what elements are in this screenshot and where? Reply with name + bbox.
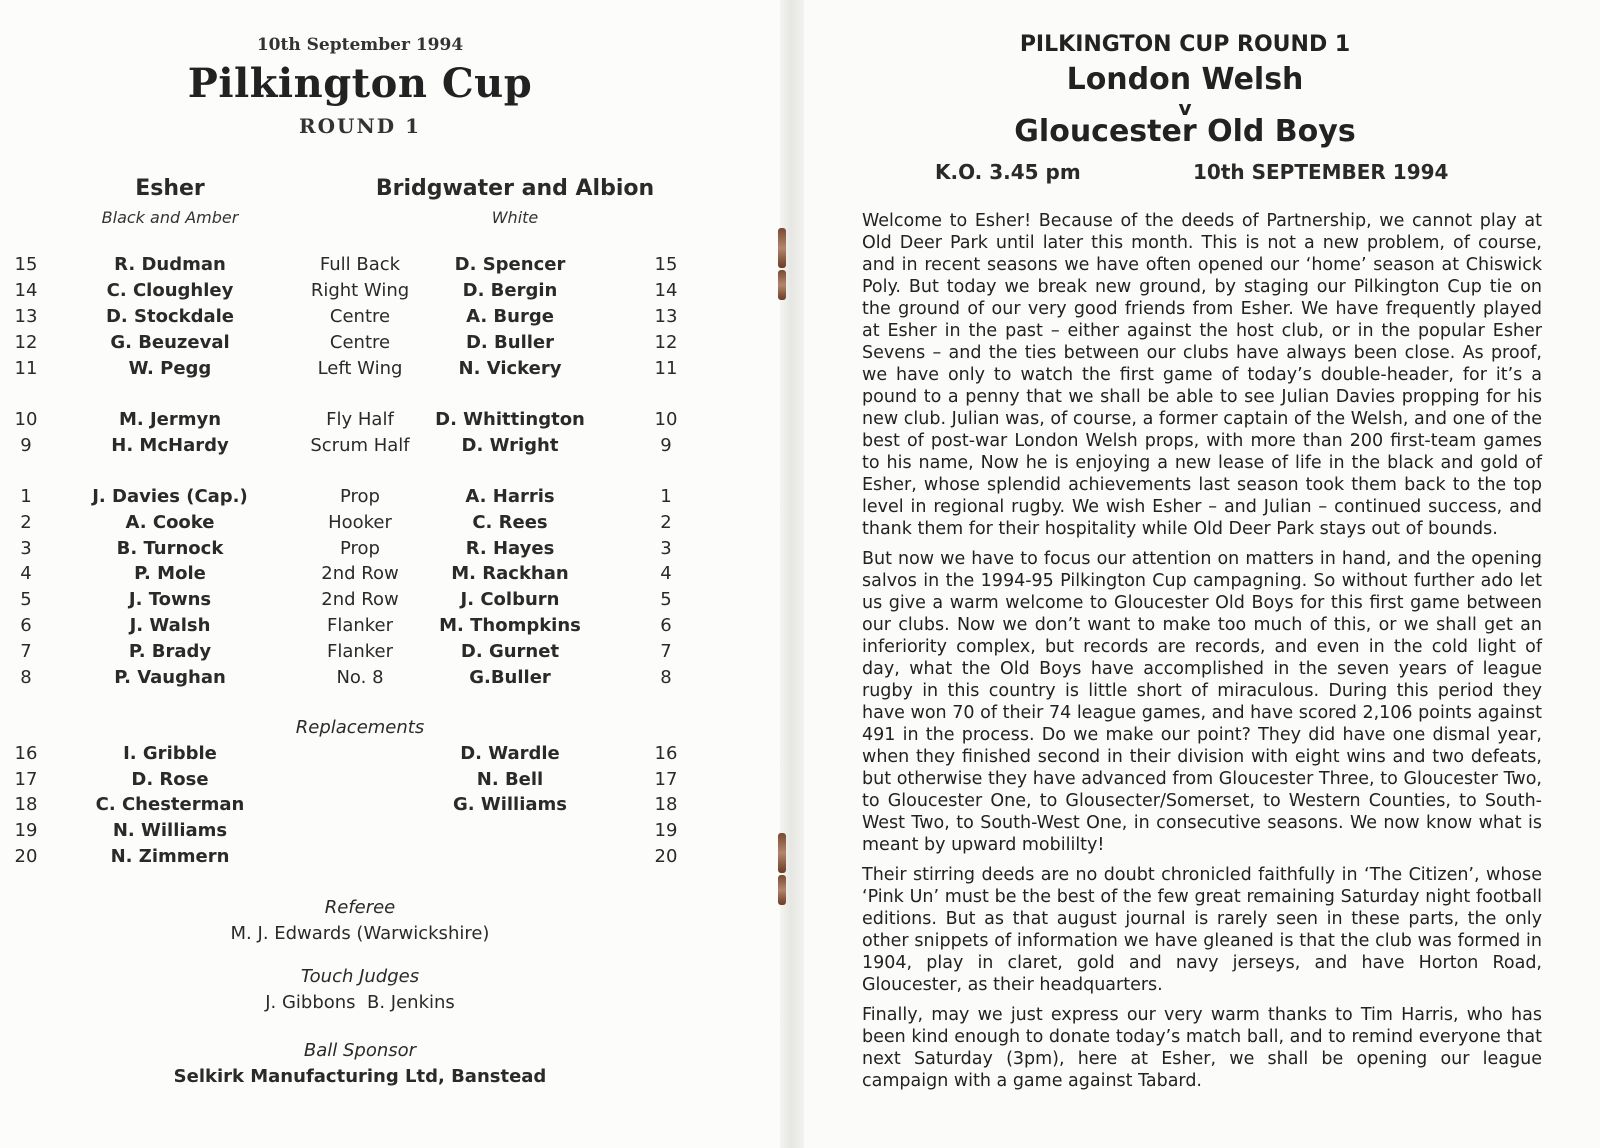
home-player-name: H. McHardy <box>111 435 229 456</box>
away-shirt-number: 3 <box>660 538 672 559</box>
position-label: Hooker <box>328 512 392 533</box>
away-shirt-number: 7 <box>660 641 672 662</box>
home-player-name: D. Stockdale <box>105 306 235 327</box>
away-shirt-number: 20 <box>654 846 678 867</box>
away-shirt-number: 12 <box>654 332 678 353</box>
away-shirt-number: 9 <box>660 435 672 456</box>
position-label: 2nd Row <box>321 589 399 610</box>
left-page <box>0 0 790 1148</box>
touch-judges-label: Touch Judges <box>300 966 420 987</box>
away-shirt-number: 15 <box>654 254 678 275</box>
replacements-label: Replacements <box>295 717 425 738</box>
away-shirt-number: 5 <box>660 589 672 610</box>
lineup-row <box>0 280 720 306</box>
position-label: Centre <box>329 306 391 327</box>
away-player-name: A. Harris <box>465 486 555 507</box>
away-player-name: D. Spencer <box>454 254 566 275</box>
away-player-name: D. Buller <box>465 332 554 353</box>
home-shirt-number: 14 <box>14 280 38 301</box>
away-team-colours: White <box>491 208 539 227</box>
home-shirt-number: 3 <box>20 538 32 559</box>
away-player-name: D. Whittington <box>435 409 585 430</box>
away-shirt-number: 16 <box>654 743 678 764</box>
away-shirt-number: 8 <box>660 667 672 688</box>
lineup-row <box>0 667 720 693</box>
away-shirt-number: 2 <box>660 512 672 533</box>
replacement-row <box>0 769 720 795</box>
article-paragraph: Welcome to Esher! Because of the deeds of Partnership, we cannot play at Old Deer Park until later this month. This is not a new problem, of course, and in recent seasons we have often opened our ‘home’ season at Chiswick Poly. But today we break new ground, by staging our Pilkington Cup tie on the ground of our very good friends from Esher. We have frequently played at Esher in the past – either against the host club, or in the popular Esher Sevens – and the ties between our clubs have always been close. As proof, we have only to watch the first game of today’s double-header, for it’s a pound to a penny that we shall be able to see Julian Davies propping for his new club. Julian was, of course, a former captain of the Welsh, and one of the best of post-war London Welsh props, with more than 200 first-team games to his name, Now he is enjoying a new lease of life in the black and gold of Esher, whose splendid achievements last season took them back to the top level in regional rugby. We wish Esher – and Julian – continued success, and thank them for their hospitality while Old Deer Park stays out of bounds. <box>862 211 1542 539</box>
kick-off-time: K.O. 3.45 pm <box>935 160 1081 184</box>
match-date-right: 10th SEPTEMBER 1994 <box>1193 160 1449 184</box>
team-two: Gloucester Old Boys <box>1014 114 1356 149</box>
home-shirt-number: 19 <box>14 820 38 841</box>
page-title: Pilkington Cup <box>187 60 533 107</box>
lineup-row <box>0 358 720 384</box>
away-player-name: A. Burge <box>466 306 554 327</box>
position-label: Left Wing <box>317 358 403 379</box>
staple-top-2 <box>778 270 786 300</box>
away-shirt-number: 19 <box>654 820 678 841</box>
away-player-name: G. Williams <box>452 794 568 815</box>
position-label: Prop <box>340 486 380 507</box>
ball-sponsor-label: Ball Sponsor <box>303 1040 417 1061</box>
away-player-name: N. Bell <box>476 769 544 790</box>
home-shirt-number: 13 <box>14 306 38 327</box>
home-shirt-number: 5 <box>20 589 32 610</box>
home-shirt-number: 20 <box>14 846 38 867</box>
home-player-name: J. Towns <box>128 589 212 610</box>
position-label: Scrum Half <box>310 435 410 456</box>
welcome-article <box>862 210 1542 1100</box>
home-player-name: M. Jermyn <box>118 409 222 430</box>
ball-sponsor-name: Selkirk Manufacturing Ltd, Banstead <box>173 1066 547 1087</box>
home-shirt-number: 1 <box>20 486 32 507</box>
away-shirt-number: 11 <box>654 358 678 379</box>
away-shirt-number: 6 <box>660 615 672 636</box>
position-label: Centre <box>329 332 391 353</box>
lineup-row <box>0 486 720 512</box>
programme-heading: PILKINGTON CUP ROUND 1 <box>1019 32 1351 57</box>
lineup-row <box>0 563 720 589</box>
away-player-name: D. Wright <box>461 435 559 456</box>
position-label: Right Wing <box>310 280 410 301</box>
position-label: Fly Half <box>326 409 394 430</box>
home-shirt-number: 6 <box>20 615 32 636</box>
lineup-row <box>0 435 720 461</box>
lineup-row <box>0 589 720 615</box>
position-label: 2nd Row <box>321 563 399 584</box>
home-player-name: R. Dudman <box>114 254 226 275</box>
away-shirt-number: 18 <box>654 794 678 815</box>
article-paragraph: Their stirring deeds are no doubt chronicled faithfully in ‘The Citizen’, whose ‘Pink Un’ must be the best of the few great remaining Saturday night football editions. But as that august journal is rarely seen in these parts, the only other snippets of information we have gleaned is that the club was formed in 1904, play in claret, gold and navy jerseys, and have Horton Road, Gloucester, as their headquarters. <box>862 865 1542 995</box>
article-paragraph: Finally, may we just express our very warm thanks to Tim Harris, who has been kind enough to donate today’s match ball, and to remind everyone that next Saturday (3pm), here at Esher, we shall be opening our league campaign with a game against Tabard. <box>862 1005 1542 1091</box>
away-team-name: Bridgwater and Albion <box>375 176 655 201</box>
referee-label: Referee <box>324 897 396 918</box>
home-player-name: J. Davies (Cap.) <box>92 486 248 507</box>
replacement-row <box>0 820 720 846</box>
lineup-row <box>0 538 720 564</box>
away-player-name: C. Rees <box>472 512 548 533</box>
article-paragraph: But now we have to focus our attention on matters in hand, and the opening salvos in the 1994-95 Pilkington Cup campagning. So without further ado let us give a warm welcome to Gloucester Old Boys for this first game between our clubs. Now we don’t want to make too much of this, or we shall get an inferiority complex, but records are records, and even in the cold light of day, what the Old Boys have accomplished in the seven years of league rugby in this country is little short of miraculous. During this period they have won 70 of their 74 league games, and have scored 2,106 points against 491 in the process. Do we make our point? They did have one dismal year, when they finished second in their division with eight wins and two defeats, but otherwise they have advanced from Gloucester Three, to Gloucester Two, to Gloucester One, to Glousecter/Somerset, to Western Counties, to South-West Two, to South-West One, in consecutive seasons. We now know what is meant by upward mobililty! <box>862 549 1542 855</box>
position-label: No. 8 <box>336 667 384 688</box>
home-shirt-number: 2 <box>20 512 32 533</box>
home-shirt-number: 11 <box>14 358 38 379</box>
away-player-name: N. Vickery <box>458 358 562 379</box>
away-player-name: M. Rackhan <box>451 563 569 584</box>
home-player-name: C. Cloughley <box>106 280 234 301</box>
staple-top <box>778 228 786 268</box>
home-player-name: N. Zimmern <box>110 846 230 867</box>
lineup-row <box>0 306 720 332</box>
home-player-name: J. Walsh <box>129 615 211 636</box>
away-player-name: R. Hayes <box>465 538 555 559</box>
home-shirt-number: 8 <box>20 667 32 688</box>
home-shirt-number: 4 <box>20 563 32 584</box>
away-shirt-number: 13 <box>654 306 678 327</box>
staple-bottom <box>778 833 786 873</box>
away-shirt-number: 4 <box>660 563 672 584</box>
home-team-colours: Black and Amber <box>101 208 239 227</box>
home-player-name: P. Vaughan <box>114 667 226 688</box>
lineup-row <box>0 409 720 435</box>
home-shirt-number: 15 <box>14 254 38 275</box>
lineup-row <box>0 332 720 358</box>
home-player-name: P. Brady <box>128 641 212 662</box>
lineup-row <box>0 254 720 280</box>
away-shirt-number: 10 <box>654 409 678 430</box>
round-label: ROUND 1 <box>299 114 421 138</box>
home-player-name: P. Mole <box>134 563 206 584</box>
page-fold <box>780 0 804 1148</box>
home-player-name: W. Pegg <box>128 358 212 379</box>
home-team-name: Esher <box>135 176 205 201</box>
home-shirt-number: 10 <box>14 409 38 430</box>
away-player-name: M. Thompkins <box>439 615 581 636</box>
referee-name: M. J. Edwards (Warwickshire) <box>230 923 490 944</box>
home-shirt-number: 16 <box>14 743 38 764</box>
replacement-row <box>0 794 720 820</box>
away-player-name: D. Bergin <box>462 280 558 301</box>
home-shirt-number: 17 <box>14 769 38 790</box>
position-label: Full Back <box>319 254 401 275</box>
away-shirt-number: 1 <box>660 486 672 507</box>
away-player-name: G.Buller <box>469 667 551 688</box>
match-date: 10th September 1994 <box>256 35 464 55</box>
home-player-name: D. Rose <box>131 769 209 790</box>
away-shirt-number: 14 <box>654 280 678 301</box>
home-player-name: B. Turnock <box>116 538 224 559</box>
away-player-name: J. Colburn <box>460 589 560 610</box>
lineup-row <box>0 512 720 538</box>
home-player-name: I. Gribble <box>123 743 217 764</box>
home-shirt-number: 9 <box>20 435 32 456</box>
home-player-name: C. Chesterman <box>95 794 245 815</box>
replacement-row <box>0 846 720 872</box>
home-shirt-number: 7 <box>20 641 32 662</box>
touch-judges-names: J. Gibbons B. Jenkins <box>265 992 455 1013</box>
home-shirt-number: 18 <box>14 794 38 815</box>
home-player-name: A. Cooke <box>125 512 215 533</box>
home-player-name: N. Williams <box>112 820 228 841</box>
away-player-name: D. Wardle <box>460 743 560 764</box>
lineup-row <box>0 641 720 667</box>
position-label: Flanker <box>326 615 394 636</box>
replacement-row <box>0 743 720 769</box>
home-shirt-number: 12 <box>14 332 38 353</box>
team-one: London Welsh <box>1066 62 1304 97</box>
position-label: Flanker <box>326 641 394 662</box>
staple-bottom-2 <box>778 875 786 905</box>
away-player-name: D. Gurnet <box>460 641 560 662</box>
position-label: Prop <box>340 538 380 559</box>
versus: v <box>1178 96 1192 120</box>
away-shirt-number: 17 <box>654 769 678 790</box>
lineup-row <box>0 615 720 641</box>
home-player-name: G. Beuzeval <box>110 332 230 353</box>
